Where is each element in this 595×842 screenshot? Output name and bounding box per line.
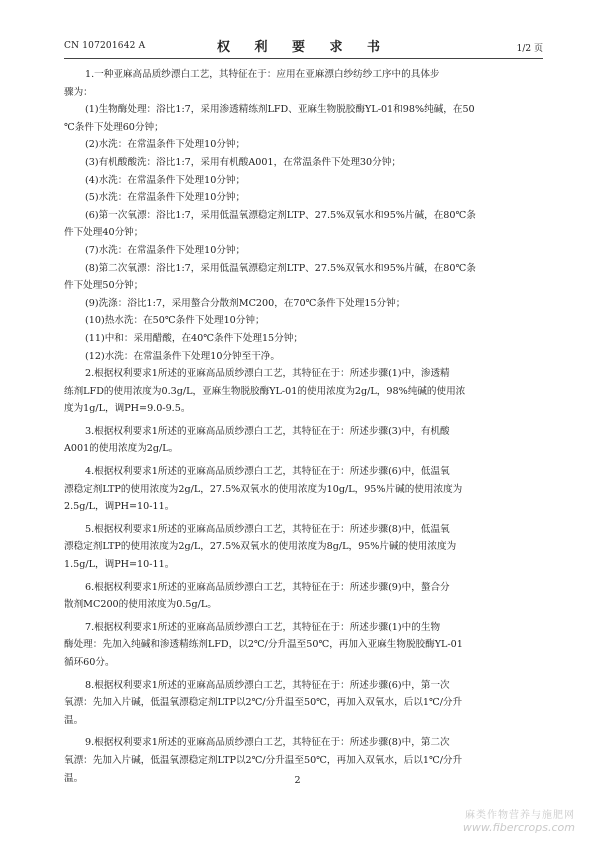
document-number: CN 107201642 A <box>64 41 146 51</box>
claim-text-line: 度为1g/L，调PH=9.0-9.5。 <box>64 403 191 415</box>
watermark <box>463 806 575 834</box>
claim-text-line: 9.根据权利要求1所述的亚麻高品质纱漂白工艺，其特征在于：所述步骤(8)中，第二次 <box>85 737 450 749</box>
claim-text-line: 温。 <box>64 714 84 726</box>
claim-text-line: 1.一种亚麻高品质纱漂白工艺，其特征在于：应用在亚麻漂白纱纺纱工序中的具体步 <box>85 69 440 80</box>
claim-1 <box>64 66 543 365</box>
claim-text-line: 3.根据权利要求1所述的亚麻高品质纱漂白工艺，其特征在于：所述步骤(3)中，有机酸 <box>85 425 450 437</box>
claim-step-line: (9)洗涤：浴比1:7，采用螯合分散剂MC200，在70℃条件下处理15分钟； <box>85 297 406 309</box>
claim-3 <box>64 423 543 458</box>
claim-text-line: 温。 <box>64 772 84 784</box>
claim-text-line: 练剂LFD的使用浓度为0.3g/L，亚麻生物脱胶酶YL-01的使用浓度为2g/L，98%纯碱的使用浓 <box>64 385 466 397</box>
claim-text-line: 骤为： <box>64 86 93 98</box>
claim-step-line: (11)中和：采用醋酸，在40℃条件下处理15分钟； <box>85 332 303 344</box>
claim-4 <box>64 463 543 516</box>
claim-text-line: 散剂MC200的使用浓度为0.5g/L。 <box>64 599 217 611</box>
claim-step-line: 件下处理50分钟； <box>64 280 144 292</box>
claim-step-line: ℃条件下处理60分钟； <box>64 121 164 133</box>
claim-text-line: 氧漂：先加入片碱，低温氧漂稳定剂LTP以2℃/分升温至50℃，再加入双氧水，后以1℃/分升 <box>64 754 463 766</box>
claim-text-line: 漂稳定剂LTP的使用浓度为2g/L，27.5%双氧水的使用浓度为8g/L，95%片碱的使用浓度为 <box>64 541 457 553</box>
claim-step-line: (1)生物酶处理：浴比1:7，采用渗透精练剂LFD、亚麻生物脱胶酶YL-01和98%纯碱，在50 <box>85 104 475 116</box>
claim-text-line: 酶处理：先加入纯碱和渗透精练剂LFD，以2℃/分升温至50℃，再加入亚麻生物脱胶酶YL-01 <box>64 639 463 651</box>
document-title: 权 利 要 求 书 <box>216 40 391 55</box>
claim-2 <box>64 365 543 418</box>
claim-step-line: (6)第一次氧漂：浴比1:7，采用低温氧漂稳定剂LTP、27.5%双氧水和95%片碱，在80℃条 <box>85 209 476 221</box>
claim-step-line: (7)水洗：在常温条件下处理10分钟； <box>85 244 246 256</box>
claims-body <box>64 66 543 787</box>
claim-text-line: 4.根据权利要求1所述的亚麻高品质纱漂白工艺，其特征在于：所述步骤(6)中，低温氧 <box>85 466 450 478</box>
claim-step-line: (8)第二次氧漂：浴比1:7，采用低温氧漂稳定剂LTP、27.5%双氧水和95%片碱，在80℃条 <box>85 262 476 274</box>
claim-text-line: 2.根据权利要求1所述的亚麻高品质纱漂白工艺，其特征在于：所述步骤(1)中，渗透精 <box>85 368 450 380</box>
claim-step-line: 件下处理40分钟； <box>64 227 144 239</box>
claim-text-line: A001的使用浓度为2g/L。 <box>64 443 179 455</box>
claim-text-line: 1.5g/L，调PH=10-11。 <box>64 559 175 571</box>
claim-text-line: 7.根据权利要求1所述的亚麻高品质纱漂白工艺，其特征在于：所述步骤(1)中的生物 <box>85 621 441 633</box>
claim-text-line: 6.根据权利要求1所述的亚麻高品质纱漂白工艺，其特征在于：所述步骤(9)中，螯合分 <box>85 581 450 593</box>
watermark-url: www.fibercrops.com <box>462 821 575 834</box>
claim-text-line: 氧漂：先加入片碱，低温氧漂稳定剂LTP以2℃/分升温至50℃，再加入双氧水，后以1℃/分升 <box>64 697 463 709</box>
claim-step-line: (10)热水洗：在50℃条件下处理10分钟； <box>85 315 265 327</box>
claim-5 <box>64 521 543 574</box>
claim-text-line: 8.根据权利要求1所述的亚麻高品质纱漂白工艺，其特征在于：所述步骤(6)中，第一次 <box>85 679 450 691</box>
claim-text-line: 2.5g/L，调PH=10-11。 <box>64 501 175 513</box>
claim-text-line: 5.根据权利要求1所述的亚麻高品质纱漂白工艺，其特征在于：所述步骤(8)中，低温氧 <box>85 523 450 535</box>
claim-6 <box>64 579 543 614</box>
page-header <box>64 35 543 57</box>
claim-8 <box>64 677 543 730</box>
claim-text-line: 漂稳定剂LTP的使用浓度为2g/L，27.5%双氧水的使用浓度为10g/L，95%片碱的使用浓度为 <box>64 483 463 495</box>
claim-text-line: 循环60分。 <box>64 657 115 668</box>
claim-step-line: (4)水洗：在常温条件下处理10分钟； <box>85 174 246 186</box>
page-number: 2 <box>294 775 301 786</box>
claim-step-line: (12)水洗：在常温条件下处理10分钟至干净。 <box>85 350 280 362</box>
claim-step-line: (5)水洗：在常温条件下处理10分钟； <box>85 192 246 204</box>
claim-7 <box>64 619 543 672</box>
claim-step-line: (3)有机酸酸洗：浴比1:7，采用有机酸A001，在常温条件下处理30分钟； <box>85 156 401 168</box>
claim-step-line: (2)水洗：在常温条件下处理10分钟； <box>85 139 246 151</box>
watermark-site-name: 麻类作物营养与施肥网 <box>465 810 575 821</box>
header-divider <box>64 58 543 59</box>
page-indicator: 1/2 页 <box>516 44 543 54</box>
